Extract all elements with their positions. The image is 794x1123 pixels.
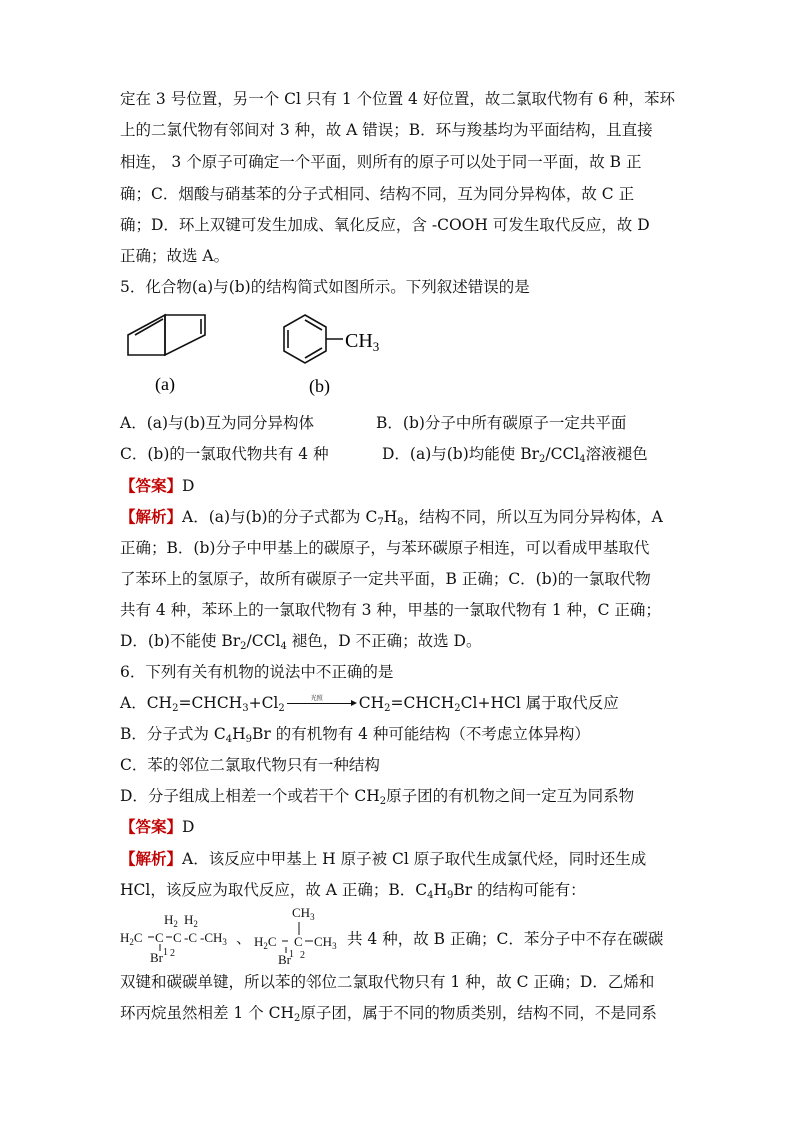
option-6d: D．分子组成上相差一个或若干个 $CH_2$原子团的有机物之间一定互为同系物 xyxy=(120,787,635,807)
explanation-5-line: 共有 4 种，苯环上的一氯取代物有 3 种，甲基的一氯取代物有 1 种，C 正确； xyxy=(120,601,661,619)
explanation-5-line: 【解析】A．(a)与(b)的分子式都为 $C_7H_8$，结构不同，所以互为同分异构体，A xyxy=(120,507,663,528)
question-5-stem: 5．化合物(a)与(b)的结构简式如图所示。下列叙述错误的是 xyxy=(120,278,530,296)
option-6b: B．分子式为 $C_4H_9Br$ 的有机物有 4 种可能结构（不考虑立体异构） xyxy=(120,725,590,745)
label-b: (b) xyxy=(309,376,330,396)
struct1-start: $H_2C$ xyxy=(120,930,143,947)
text-line: 确；D．环上双键可发生加成、氧化反应，含 -COOH 可发生取代反应，故 D xyxy=(120,216,650,234)
struct1-c3: -C xyxy=(184,930,197,945)
benzene-inner-bond xyxy=(305,348,322,358)
explanation-5-line: 了苯环上的氢原子，故所有碳原子一定共平面，B 正确；C．(b)的一氯取代物 xyxy=(120,570,651,588)
struct2-ch3-top: $CH_3$ xyxy=(292,905,315,922)
struct2-locant-1: 1 xyxy=(289,949,294,960)
struct2-c-mid: C xyxy=(294,934,303,949)
struct2-locant-2: 2 xyxy=(300,950,305,961)
struct1-c1: C xyxy=(155,930,164,945)
option-5c: C．(b)的一氯取代物共有 4 种 xyxy=(120,445,329,463)
struct2-start: $H_2C$ xyxy=(254,934,277,951)
answer-tag: 【答案】 xyxy=(120,476,183,495)
option-6a: A．$CH_2=CHCH_3+Cl_2$ 光照 $CH_2=CHCH_2Cl+HCl$ 属于取代反应 xyxy=(120,693,680,713)
benzene-inner-bond xyxy=(305,320,322,330)
answer-5: 【答案】D xyxy=(120,476,195,495)
question-5-structures xyxy=(115,305,415,400)
explanation-6-line: 【解析】A．该反应中甲基上 H 原子被 Cl 原子取代生成氯代烃，同时还生成 xyxy=(120,849,647,868)
arrow-condition-label: 光照 xyxy=(310,695,323,702)
explanation-5-line: D．(b)不能使 $Br_2/CCl_4$ 褪色，D 不正确；故选 D。 xyxy=(120,632,482,652)
struct1-h2-top2: $H_2$ xyxy=(184,912,198,929)
text-line: 上的二氯代物有邻间对 3 种，故 A 错误；B．环与羧基均为平面结构，且直接 xyxy=(120,121,653,139)
struct1-h2-top1: $H_2$ xyxy=(164,912,178,929)
answer-tag: 【答案】 xyxy=(120,817,183,836)
ch3-label: $CH_3$ xyxy=(345,330,380,354)
text-line: 相连， 3 个原子可确定一个平面，则所有的原子可以处于同一平面，故 B 正 xyxy=(120,153,642,171)
text-line: 正确；故选 A。 xyxy=(120,247,230,265)
compound-a-spiro-diene-diagram xyxy=(128,315,205,355)
explanation-6-line: HCl，该反应为取代反应，故 A 正确；B．$C_4H_9Br$ 的结构可能有： xyxy=(120,881,586,901)
struct2-br: Br xyxy=(278,952,291,967)
text-line: 确；C．烟酸与硝基苯的分子式相同、结构不同，互为同分异构体，故 C 正 xyxy=(120,185,635,203)
struct1-locant-1: 1 xyxy=(163,947,168,958)
struct2-tail: $CH_3$ xyxy=(314,934,337,951)
reaction-arrow xyxy=(285,693,359,713)
option-5b: B．(b)分子中所有碳原子一定共平面 xyxy=(376,414,627,432)
struct1-locant-2: 2 xyxy=(170,948,175,959)
struct1-c-mid: C xyxy=(173,930,182,945)
compound-a-double-bond-left xyxy=(135,319,163,335)
compound-b-toluene-diagram xyxy=(284,315,343,363)
compound-a-ring-right xyxy=(165,315,205,355)
explanation-6-line: 共 4 种，故 B 正确；C．苯分子中不存在碳碳 xyxy=(347,930,664,948)
explanation-5-line: 正确；B．(b)分子中甲基上的碳原子，与苯环碳原子相连，可以看成甲基取代 xyxy=(120,539,650,557)
explanation-tag: 【解析】 xyxy=(120,507,183,526)
option-6c: C．苯的邻位二氯取代物只有一种结构 xyxy=(120,756,380,774)
benzene-ring xyxy=(284,315,326,363)
butyl-bromide-structures xyxy=(118,905,348,967)
label-a: (a) xyxy=(155,374,175,394)
question-6-stem: 6．下列有关有机物的说法中不正确的是 xyxy=(120,663,394,681)
explanation-6-line: 双键和碳碳单键，所以苯的邻位二氯取代物只有 1 种，故 C 正确；D．乙烯和 xyxy=(120,973,655,991)
option-5a: A．(a)与(b)互为同分异构体 xyxy=(120,414,315,432)
struct1-tail: $-CH_3$ xyxy=(200,930,227,947)
answer-6: 【答案】D xyxy=(120,817,195,836)
struct1-br: Br xyxy=(150,950,163,965)
explanation-tag: 【解析】 xyxy=(120,849,183,868)
explanation-6-line: 环丙烷虽然相差 1 个 $CH_2$原子团，属于不同的物质类别，结构不同，不是同系 xyxy=(120,1004,657,1024)
text-line: 定在 3 号位置，另一个 Cl 只有 1 个位置 4 好位置，故二氯取代物有 6 种，苯环 xyxy=(120,90,676,108)
option-5d: D．(a)与(b)均能使 $Br_2/CCl_4$溶液褪色 xyxy=(382,445,648,465)
struct-separator: 、 xyxy=(236,931,252,947)
